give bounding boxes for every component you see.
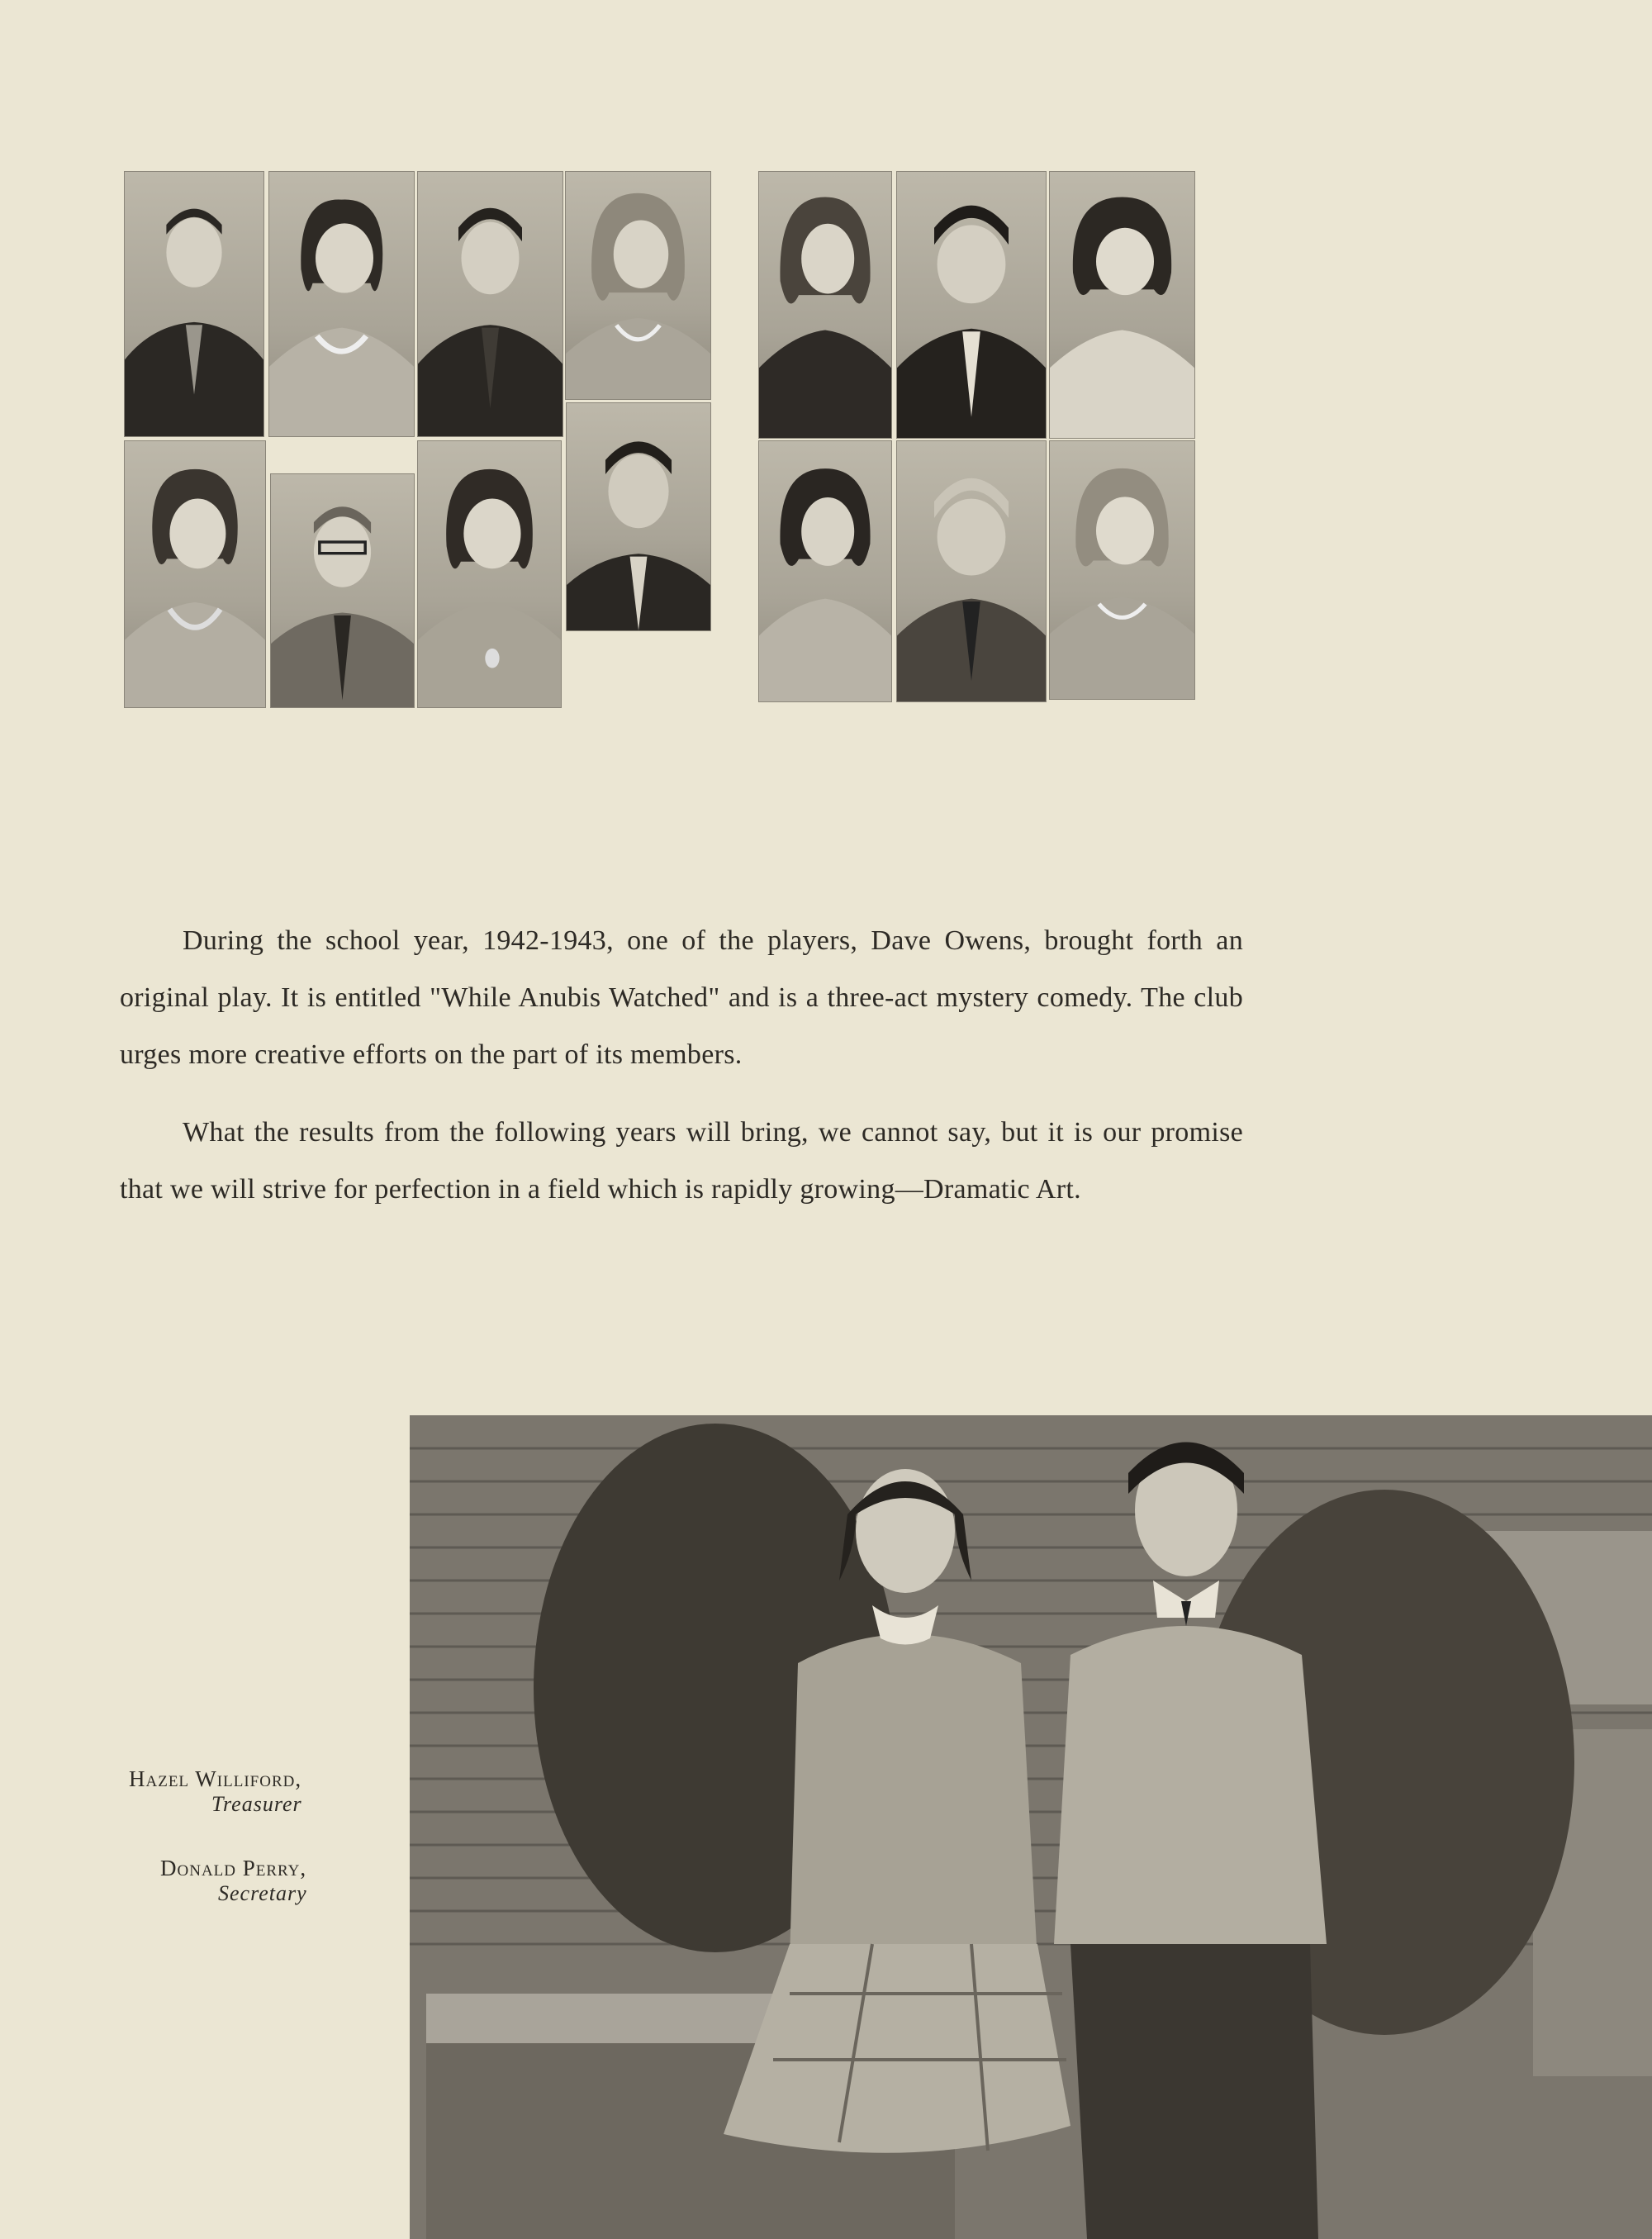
officer-role: Secretary xyxy=(218,1881,307,1905)
portrait-photo xyxy=(1049,440,1195,700)
portrait-photo xyxy=(758,440,892,702)
portrait-photo xyxy=(566,402,711,631)
officer-name: Donald Perry, xyxy=(160,1856,307,1880)
body-paragraph: During the school year, 1942-1943, one of the players, Dave Owens, brought forth an original play. It is entitled "While Anubis Watched" and is a three-act mystery comedy. The club urges more creative efforts on the part of its members. xyxy=(120,925,1243,1070)
officer-name: Hazel Williford, xyxy=(129,1766,302,1791)
officers-photo xyxy=(410,1415,1652,2239)
body-paragraph: What the results from the following years will bring, we cannot say, but it is our promise that we will strive for perfection in a field which is rapidly growing—Dramatic Art. xyxy=(120,1117,1243,1205)
portrait-photo xyxy=(417,171,563,437)
portrait-photo xyxy=(896,440,1047,702)
officer-caption xyxy=(160,1856,307,1906)
portrait-photo xyxy=(124,171,264,437)
portrait-photo xyxy=(565,171,711,400)
portrait-photo xyxy=(1049,171,1195,439)
portrait-photo xyxy=(124,440,266,708)
portrait-photo xyxy=(758,171,892,439)
portrait-photo xyxy=(417,440,562,708)
officer-caption xyxy=(129,1766,302,1817)
portrait-photo xyxy=(268,171,415,437)
portrait-photo xyxy=(896,171,1047,439)
portrait-photo xyxy=(270,473,415,708)
officer-role: Treasurer xyxy=(211,1792,302,1816)
